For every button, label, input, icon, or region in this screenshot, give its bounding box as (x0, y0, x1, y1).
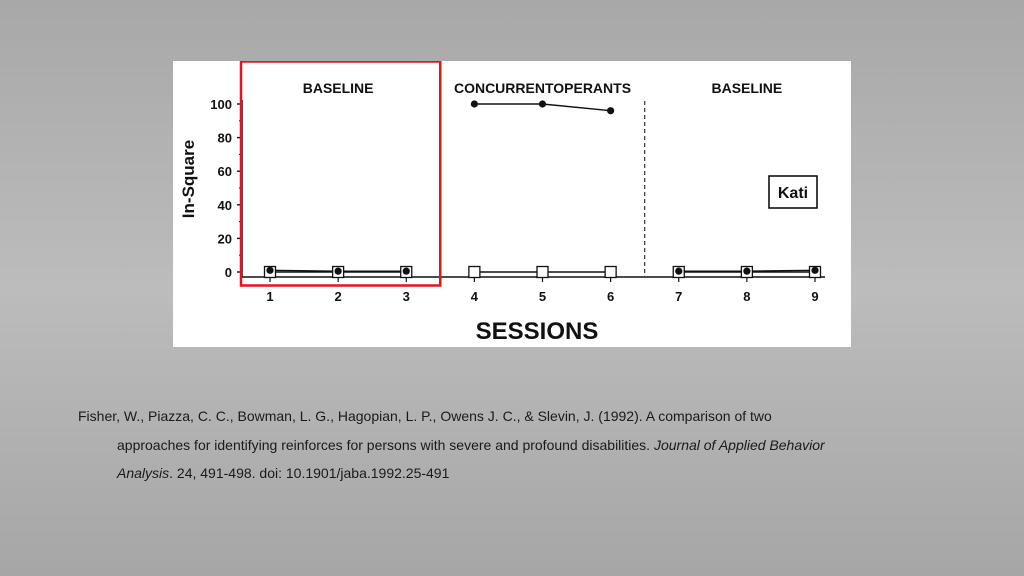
x-tick-label: 3 (402, 289, 410, 304)
x-tick-label: 9 (811, 289, 819, 304)
y-tick-label: 100 (210, 97, 232, 112)
citation-line-2-text: approaches for identifying reinforces for persons with severe and profound disabilities. (117, 436, 651, 453)
x-tick-label: 8 (743, 289, 751, 304)
x-tick-label: 7 (675, 289, 683, 304)
open-square-point (605, 267, 616, 278)
open-square-point (537, 267, 548, 278)
y-tick-label: 40 (217, 197, 232, 213)
y-axis-title: In-Square (179, 139, 198, 219)
x-tick-label: 1 (266, 289, 274, 304)
citation-journal: Journal of Applied Behavior (653, 436, 825, 453)
filled-circle-point (607, 107, 614, 114)
citation-line-1: Fisher, W., Piazza, C. C., Bowman, L. G., Hagopian, L. P., Owens J. C., & Slevin, J. (1992). A comparison of two (78, 408, 772, 424)
y-tick-label: 60 (217, 164, 232, 180)
open-square-point (469, 267, 480, 278)
y-tick-label: 80 (217, 130, 232, 146)
phase-label-2: CONCURRENTOPERANTS (453, 80, 632, 96)
filled-circle-point (471, 100, 478, 107)
filled-circle-point (675, 268, 682, 275)
citation-details: . 24, 491-498. doi: 10.1901/jaba.1992.25-491 (169, 465, 450, 481)
x-tick-label: 2 (334, 289, 342, 304)
filled-circle-point (811, 267, 818, 274)
citation-line-3 (78, 459, 958, 488)
x-axis-title: SESSIONS (475, 318, 599, 345)
filled-circle-point (743, 268, 750, 275)
filled-circle-point (539, 100, 546, 107)
citation (78, 402, 958, 488)
filled-circle-point (266, 267, 273, 274)
citation-journal-cont: Analysis (117, 465, 170, 481)
x-tick-label: 5 (538, 289, 547, 304)
y-tick-label: 0 (224, 265, 232, 280)
citation-line-2 (78, 431, 958, 460)
y-tick-label: 20 (217, 231, 232, 247)
phase-label-1: BASELINE (302, 80, 374, 96)
filled-circle-point (335, 268, 342, 275)
phase-label-3: BASELINE (711, 80, 783, 96)
filled-circle-point (403, 268, 410, 275)
x-tick-label: 6 (607, 289, 615, 304)
participant-label: Kati (777, 185, 809, 202)
chart-panel (173, 61, 851, 347)
x-tick-label: 4 (470, 289, 478, 304)
chart-svg (173, 61, 851, 347)
